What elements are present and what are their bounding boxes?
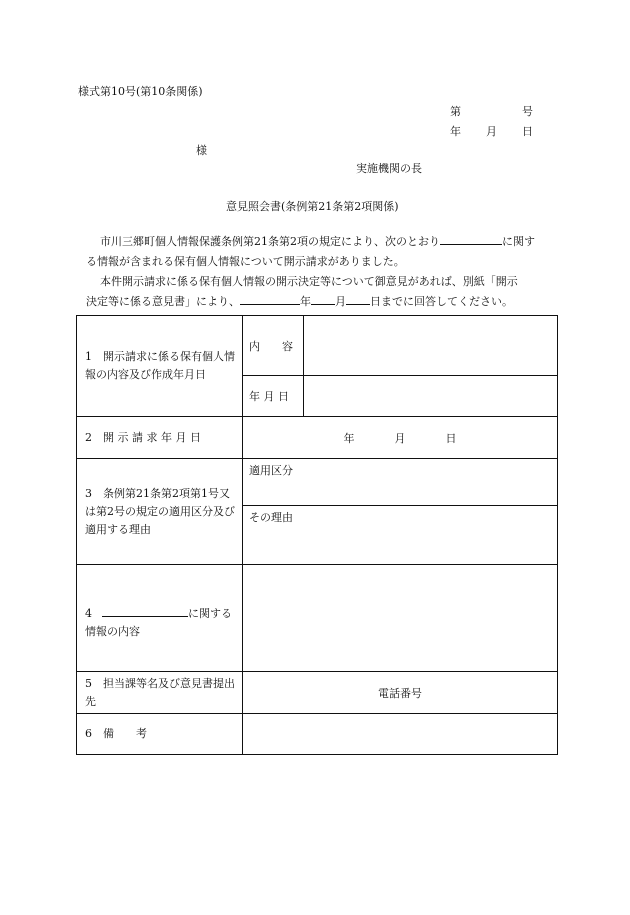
para1-blank: [440, 232, 502, 245]
row4-num: 4: [85, 606, 92, 620]
row3-inner: [243, 459, 557, 564]
date-day: 日: [522, 125, 533, 138]
row3-label: 3 条例第21条第2項第1号又は第2号の規定の適用区分及び適用する理由: [77, 459, 243, 565]
para2-text-a: 決定等に係る意見書」により、: [86, 295, 240, 308]
date-year: 年: [450, 125, 461, 138]
table-row-2: [77, 417, 558, 459]
row5-label: 5 担当課等名及び意見書提出先: [77, 672, 243, 714]
paragraph-2: [78, 272, 560, 312]
para2-year: 年: [300, 295, 311, 308]
doc-number-prefix: 第: [450, 105, 461, 118]
opinion-table: [76, 315, 558, 755]
row1-inner: [243, 316, 557, 416]
row2-month: 月: [394, 431, 406, 445]
row3-value-cell: [243, 459, 558, 565]
para1-line2: る情報が含まれる保有個人情報について開示請求がありました。: [86, 255, 405, 268]
row2-label: 2 開 示 請 求 年 月 日: [77, 417, 243, 459]
row3-sub1-label: 適用区分: [249, 464, 293, 477]
para2-year-blank: [240, 292, 300, 305]
row3-category-field[interactable]: [243, 459, 557, 505]
row3-reason-field[interactable]: [243, 505, 557, 564]
row1-label: 1 開示請求に係る保有個人情報の内容及び作成年月日: [77, 316, 243, 417]
row1-date-field[interactable]: [303, 375, 557, 416]
para2-end: 日までに回答してください。: [370, 295, 513, 308]
row4-value-field[interactable]: [243, 565, 558, 672]
table-row-6: [77, 714, 558, 755]
document-title: 意見照会書(条例第21条第2項関係): [226, 200, 399, 213]
row2-year: 年: [343, 431, 355, 445]
row6-label: 6 備 考: [77, 714, 243, 755]
row4-blank: [102, 604, 188, 617]
row4-suffix: に関する: [188, 606, 232, 620]
row5-value-field[interactable]: [243, 672, 558, 714]
table-row-3: [77, 459, 558, 565]
addressee-suffix: 様: [196, 144, 207, 157]
para2-month-blank: [311, 292, 335, 305]
sender: 実施機関の長: [356, 162, 422, 175]
date-month: 月: [486, 125, 497, 138]
doc-number-suffix: 号: [522, 105, 533, 118]
row5-phone-label: 電話番号: [378, 686, 422, 700]
row2-day: 日: [445, 431, 457, 445]
para1-text-b: に関す: [502, 235, 535, 248]
para2-month: 月: [335, 295, 346, 308]
paragraph-1: [78, 232, 560, 272]
para2-day-blank: [346, 292, 370, 305]
row6-remarks-field[interactable]: [243, 714, 558, 755]
table-row-4: [77, 565, 558, 672]
row1-sub1-label: 内 容: [249, 340, 293, 353]
form-number: 様式第10号(第10条関係): [78, 85, 203, 98]
row3-sub2-label: その理由: [249, 510, 293, 524]
row2-date-field[interactable]: [243, 417, 558, 459]
row4-label: [77, 565, 243, 672]
row1-sub2-label: 年 月 日: [243, 375, 303, 416]
para2-line1: 本件開示請求に係る保有個人情報の開示決定等について御意見があれば、別紙「開示: [100, 275, 518, 288]
row1-content-field[interactable]: [303, 316, 557, 375]
table-row-5: [77, 672, 558, 714]
table-row-1: [77, 316, 558, 417]
row4-line2: 情報の内容: [85, 624, 140, 638]
para1-text-a: 市川三郷町個人情報保護条例第21条第2項の規定により、次のとおり: [100, 235, 440, 248]
row1-value-cell: [243, 316, 558, 417]
